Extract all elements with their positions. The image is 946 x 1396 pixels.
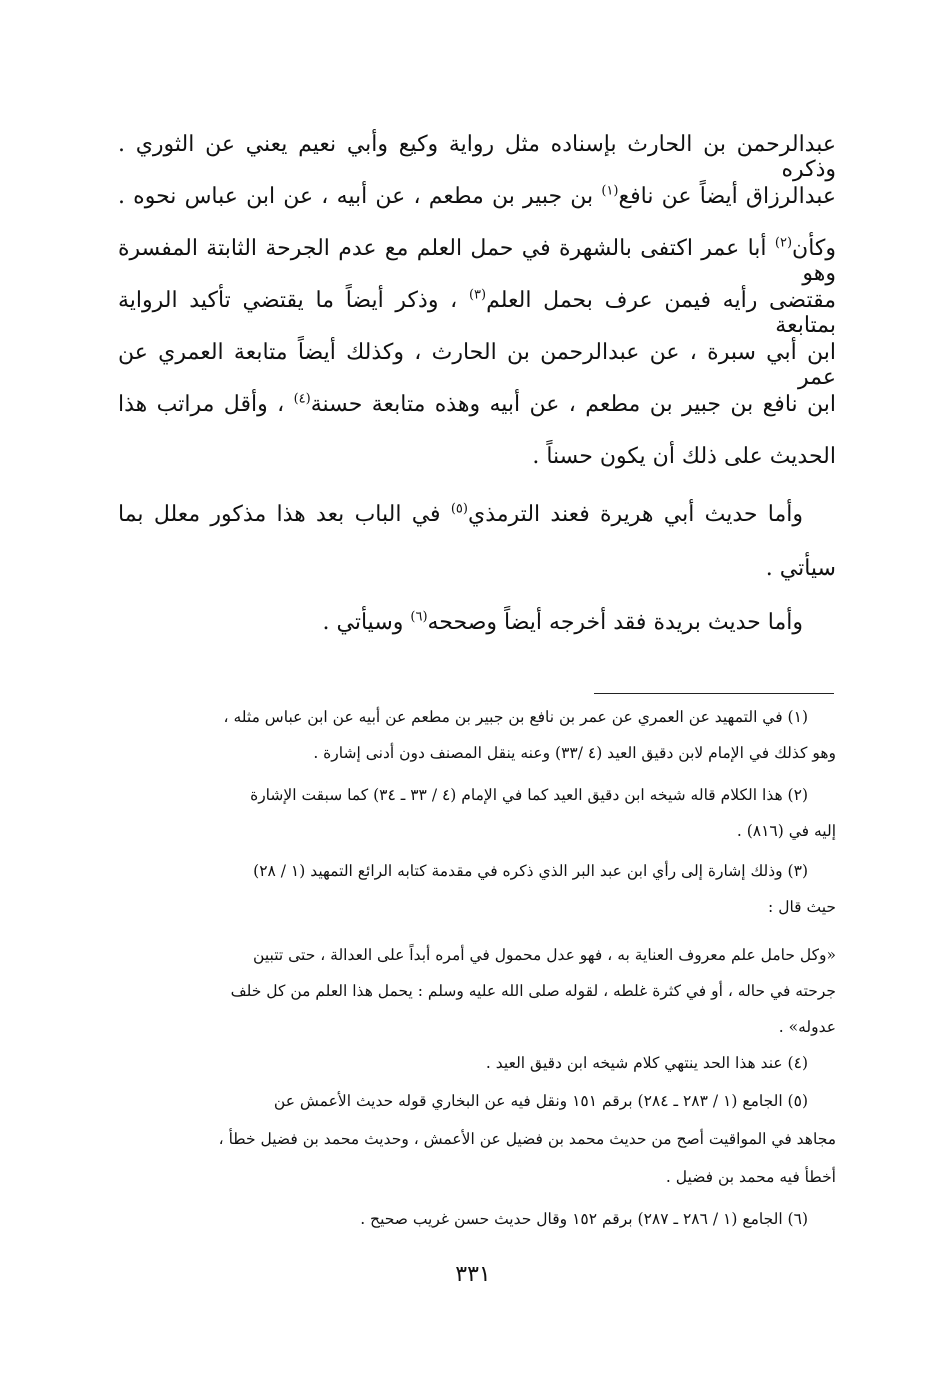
footnote-6: (٦) الجامع (١ / ٢٨٦ ـ ٢٨٧) برقم ١٥٢ وقال حديث حسن غريب صحيح .	[360, 1210, 808, 1228]
body-text: عبدالرزاق أيضاً عن نافع	[618, 184, 837, 209]
footnote-3-quote: عدوله» .	[778, 1018, 836, 1036]
body-text: في الباب بعد هذا مذكور معلل بما	[118, 502, 451, 527]
footnote-2-cont: إليه في (٨١٦) .	[736, 822, 836, 840]
body-text: سيأتي .	[765, 556, 836, 581]
footnote-1-cont: وهو كذلك في الإمام لابن دقيق العيد (٤ /٣٣) وعنه ينقل المصنف دون أدنى إشارة .	[313, 744, 836, 762]
footnote-3-quote: «وكل حامل علم معروف العناية به ، فهو عدل محمول في أمره أبداً على العدالة ، حتى تتبين	[253, 946, 836, 964]
page-number: ٣٣١	[455, 1262, 491, 1287]
footnote-ref[interactable]: (٥)	[450, 501, 468, 517]
body-line	[118, 392, 836, 417]
body-text: ، وذكر أيضاً ما يقتضي تأكيد الرواية بمتابعة	[118, 288, 836, 338]
body-text: ابن نافع بن جبير بن مطعم ، عن أبيه وهذه متابعة حسنة	[310, 392, 837, 417]
body-text: الحديث على ذلك أن يكون حسناً .	[532, 444, 836, 469]
body-text: وسيأتي .	[322, 610, 411, 635]
body-text: مقتضى رأيه فيمن عرف بحمل العلم	[486, 288, 836, 313]
body-text: أبا عمر اكتفى بالشهرة في حمل العلم مع عدم الجرحة الثابتة المفسرة وهو	[118, 236, 836, 286]
body-line	[118, 340, 836, 390]
footnote-3: (٣) وذلك إشارة إلى رأي ابن عبد البر الذي ذكره في مقدمة كتابه الرائع التمهيد (١ / ٢٨)	[253, 862, 808, 880]
body-line	[118, 556, 836, 581]
footnote-ref[interactable]: (٤)	[293, 391, 311, 407]
footnote-4: (٤) عند هذا الحد ينتهي كلام شيخه ابن دقيق العيد .	[485, 1054, 808, 1072]
footnote-5-cont: أخطأ فيه محمد بن فضيل .	[665, 1168, 836, 1186]
footnote-ref[interactable]: (٣)	[468, 287, 487, 303]
footnote-ref[interactable]: (٢)	[774, 235, 793, 251]
footnote-1: (١) في التمهيد عن العمري عن عمر بن نافع بن جبير بن مطعم عن أبيه عن ابن عباس مثله ،	[223, 708, 808, 726]
body-text: بن جبير بن مطعم ، عن أبيه ، عن ابن عباس نحوه .	[118, 184, 602, 209]
body-line	[118, 288, 836, 338]
body-line	[118, 184, 836, 209]
footnote-5-cont: مجاهد في المواقيت أصح من حديث محمد بن فضيل عن الأعمش ، وحديث محمد بن فضيل خطأ ،	[218, 1130, 836, 1148]
body-line	[118, 502, 803, 527]
body-text: ، وأقل مراتب هذا	[118, 392, 294, 417]
footnote-3-cont: حيث قال :	[768, 898, 836, 916]
footnote-3-quote: جرحته في حاله ، أو في كثرة غلطه ، لقوله صلى الله عليه وسلم : يحمل هذا العلم من كل خلف	[230, 982, 836, 1000]
body-text: وأما حديث بريدة فقد أخرجه أيضاً وصححه	[427, 610, 803, 635]
body-text: عبدالرحمن بن الحارث بإسناده مثل رواية وكيع وأبي نعيم يعني عن الثوري . وذكره	[118, 132, 836, 182]
footnote-2: (٢) هذا الكلام قاله شيخه ابن دقيق العيد كما في الإمام (٤ / ٣٣ ـ ٣٤) كما سبقت الإشارة	[250, 786, 808, 804]
body-line	[118, 444, 836, 469]
footnote-ref[interactable]: (١)	[601, 183, 619, 199]
body-line	[118, 132, 836, 182]
footnote-separator	[594, 693, 834, 694]
footnote-ref[interactable]: (٦)	[410, 609, 428, 625]
body-text: وأما حديث أبي هريرة فعند الترمذي	[467, 502, 803, 527]
body-text: ابن أبي سبرة ، عن عبدالرحمن بن الحارث ، وكذلك أيضاً متابعة العمري عن عمر	[118, 340, 836, 390]
footnote-5: (٥) الجامع (١ / ٢٨٣ ـ ٢٨٤) برقم ١٥١ ونقل فيه عن البخاري قوله حديث الأعمش عن	[273, 1092, 808, 1110]
body-line	[118, 236, 836, 286]
body-line	[118, 610, 803, 635]
body-text: وكأن	[792, 236, 836, 261]
